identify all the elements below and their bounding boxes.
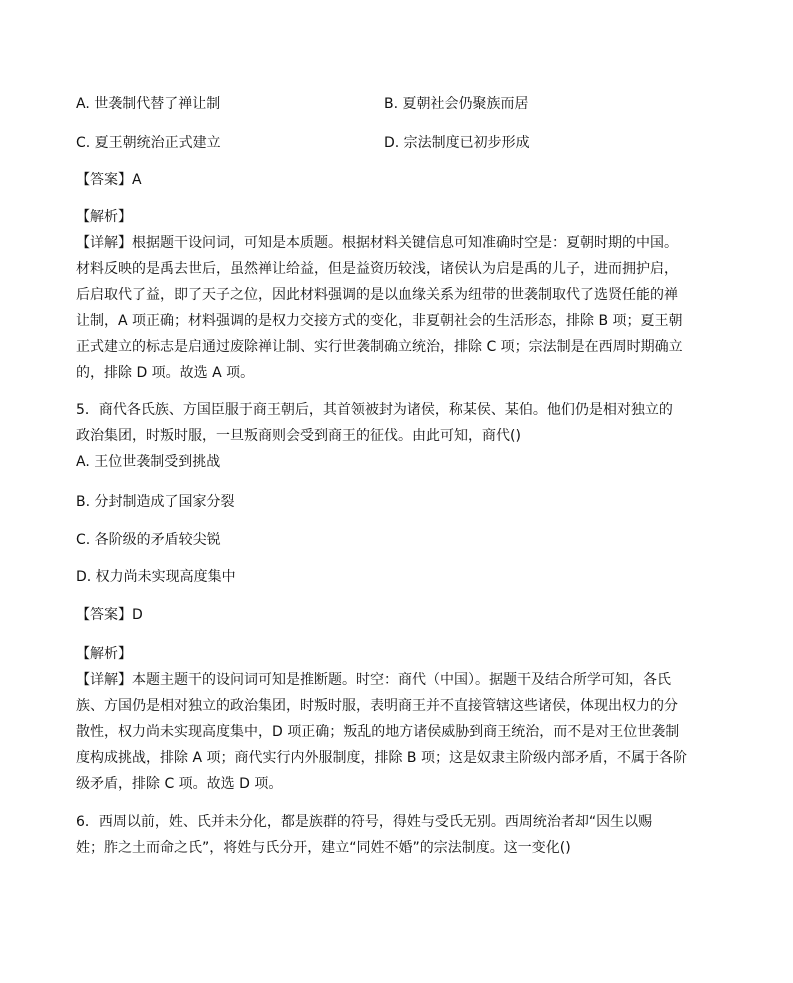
q5-option-c: C. 各阶级的矛盾较尖锐 [76,532,221,548]
q5-analysis-heading: 【解析】 [76,646,132,662]
q4-detail [76,230,716,386]
q5-stem-line: 5．商代各氏族、方国臣服于商王朝后，其首领被封为诸侯，称某侯、某伯。他们仍是相对独立的 [76,402,673,418]
q5-detail-line: 族、方国仍是相对独立的政治集团，时叛时服，表明商王并不直接管辖这些诸侯，体现出权力的分 [76,698,678,714]
q5-option-d: D. 权力尚未实现高度集中 [76,569,236,585]
q4-detail-line: 材料反映的是禹去世后，虽然禅让给益，但是益资历较浅，诸侯认为启是禹的儿子，进而拥护启， [76,261,678,277]
q5-option-b: B. 分封制造成了国家分裂 [76,494,235,510]
q4-option-d: D. 宗法制度已初步形成 [384,135,530,151]
q4-analysis-heading: 【解析】 [76,209,132,225]
q5-detail-line: 【详解】本题主题干的设问词可知是推断题。时空：商代（中国）。据题干及结合所学可知，各氏 [76,672,671,688]
q4-option-b: B. 夏朝社会仍聚族而居 [384,96,529,112]
q4-detail-line: 后启取代了益，即了天子之位，因此材料强调的是以血缘关系为纽带的世袭制取代了选贤任能的禅 [76,287,678,303]
q4-detail-line: 正式建立的标志是启通过废除禅让制、实行世袭制确立统治，排除 C 项；宗法制是在西周时期确立 [76,339,683,355]
q5-detail-line: 度构成挑战，排除 A 项；商代实行内外服制度，排除 B 项；这是奴隶主阶级内部矛盾，不属于各阶 [76,750,687,766]
q4-detail-line: 让制，A 项正确；材料强调的是权力交接方式的变化，非夏朝社会的生活形态，排除 B 项；夏王朝 [76,313,683,329]
q5-option-a: A. 王位世袭制受到挑战 [76,454,221,470]
q4-detail-line: 【详解】根据题干设问词，可知是本质题。根据材料关键信息可知准确时空是：夏朝时期的中国。 [76,235,678,251]
q6-stem [76,809,716,861]
q4-answer: 【答案】A [76,172,142,188]
q5-answer: 【答案】D [76,607,143,623]
q5-stem-line: 政治集团，时叛时服，一旦叛商则会受到商王的征伐。由此可知，商代() [76,428,521,444]
q6-stem-line: 姓；胙之土而命之氏”，将姓与氏分开，建立“同姓不婚”的宗法制度。这一变化() [76,840,571,856]
q5-stem [76,397,716,449]
q5-detail-line: 散性，权力尚未实现高度集中，D 项正确；叛乱的地方诸侯威胁到商王统治，而不是对王位世袭制 [76,724,680,740]
q5-detail [76,667,716,797]
q5-detail-line: 级矛盾，排除 C 项。故选 D 项。 [76,776,283,792]
q4-detail-line: 的，排除 D 项。故选 A 项。 [76,365,255,381]
q4-option-a: A. 世袭制代替了禅让制 [76,96,221,112]
q4-option-c: C. 夏王朝统治正式建立 [76,135,221,151]
q6-stem-line: 6．西周以前，姓、氏并未分化，都是族群的符号，得姓与受氏无别。西周统治者却“因生以赐 [76,814,653,830]
